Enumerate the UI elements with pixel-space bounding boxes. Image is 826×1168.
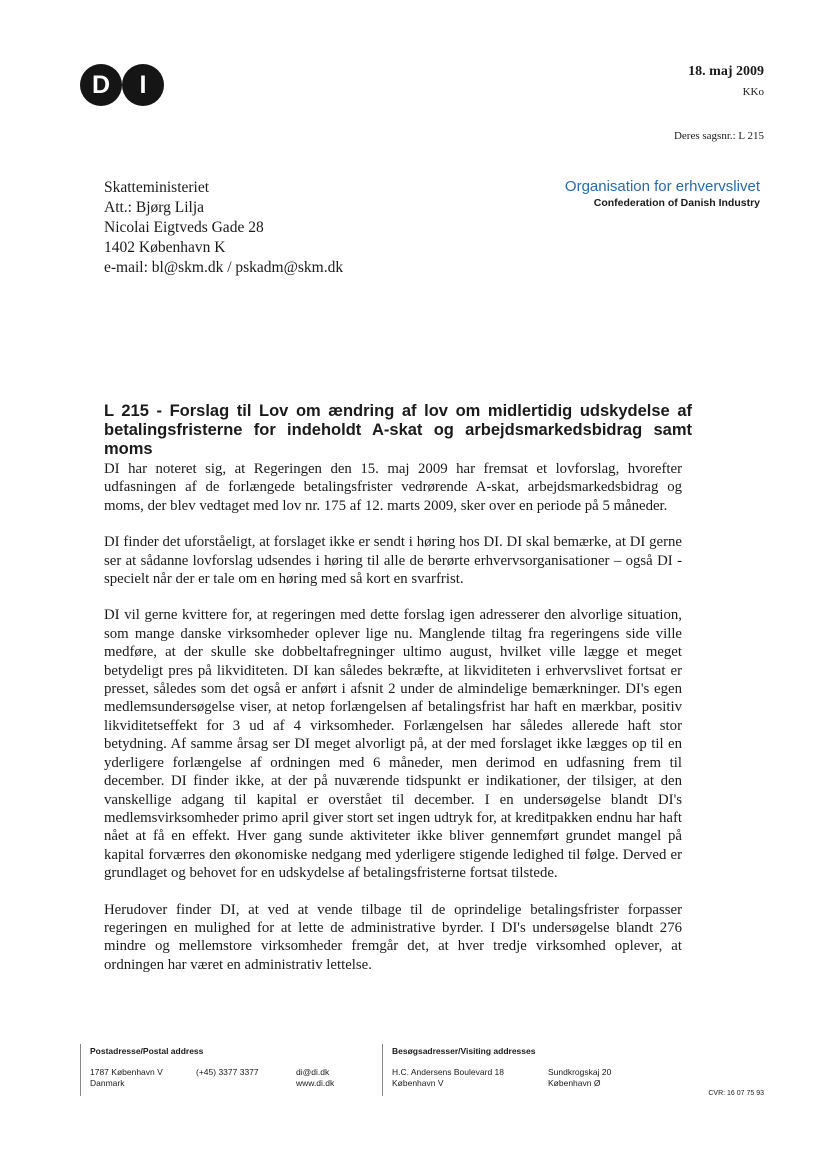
recipient-address xyxy=(104,178,343,278)
footer-divider xyxy=(80,1044,81,1096)
letter-footer xyxy=(0,1040,826,1100)
letter-body xyxy=(104,460,682,992)
recipient-line: e-mail: bl@skm.dk / pskadm@skm.dk xyxy=(104,259,344,276)
cvr-number: CVR: 16 07 75 93 xyxy=(708,1090,764,1097)
visiting-address-2 xyxy=(548,1067,611,1089)
letter-title: L 215 - Forslag til Lov om ændring af lov om midlertidig udskydelse af betalingsfristerne for indeholdt A-skat og arbejdsmarkedsbidrag samt moms xyxy=(104,402,692,458)
visit2-street: Sundkrogskaj 20 xyxy=(548,1067,612,1077)
logo-letter-d: D xyxy=(80,64,122,106)
recipient-line: Nicolai Eigtveds Gade 28 xyxy=(104,219,264,236)
body-paragraph: DI vil gerne kvittere for, at regeringen med dette forslag igen adresserer den alvorlige situation, som mange danske virksomheder oplever lige nu. Manglende tiltag fra regeringens side ville medføre, at der skulle ske dobbeltafregninger ultimo august, hvilket ville lægge et meget betydeligt pres på likviditeten. DI kan således bekræfte, at likviditeten i erhvervslivet fortsat er presset, således som det også er anført i afsnit 2 under de almindelige bemærkninger. DI's egen medlemsundersøgelse viser, at netop forlængelsen af betalingsfrist har haft en mærkbar, positiv likviditetseffekt for 3 ud af 4 virksomheder. Forlængelsen har således allerede haft stor betydning. Af samme årsag ser DI meget alvorligt på, at der med forslaget ikke lægges op til en yderligere forlængelse af ordningen med 6 måneder, men derimod en udfasning frem til december. DI finder ikke, at der på nuværende tidspunkt er indikationer, der tilsiger, at den vanskellige adgang til kapital er overstået til december. I en undersøgelse blandt DI's medlemsvirksomheder primo april giver stort set ingen udtryk for, at kreditpakken endnu har haft nået at få en effekt. Hver gang sunde aktiviteter ikke bliver gennemført grundet mangel på kapital forværres den økonomiske nedgang med yderligere stigende ledighed til følge. Derved er grundlaget og behovet for en udskydelse af betalingsfristerne fortsat tilstede. xyxy=(104,607,682,882)
phone-number: (+45) 3377 3377 xyxy=(196,1067,259,1077)
logo-letter-i: I xyxy=(122,64,164,106)
di-logo xyxy=(80,64,164,106)
visit2-city: København Ø xyxy=(548,1078,601,1088)
email-link[interactable]: di@di.dk xyxy=(296,1067,330,1077)
body-paragraph: DI har noteret sig, at Regeringen den 15. maj 2009 har fremsat et lovforslag, hvorefter udfasningen af de forlængede betalingsfrister vedrørende A-skat, arbejdsmarkedsbidrag og moms, der blev vedtaget med lov nr. 175 af 12. marts 2009, sker over en periode på 5 måneder. xyxy=(104,461,682,514)
visiting-heading: Besøgsadresser/Visiting addresses xyxy=(392,1046,536,1056)
postal-country: Danmark xyxy=(90,1078,125,1088)
organisation-block xyxy=(565,178,760,209)
recipient-line: 1402 København K xyxy=(104,239,226,256)
postal-heading: Postadresse/Postal address xyxy=(90,1046,204,1056)
visiting-address-1 xyxy=(392,1067,504,1089)
contact-block xyxy=(296,1067,334,1089)
postal-city: 1787 København V xyxy=(90,1067,163,1077)
recipient-line: Skatteministeriet xyxy=(104,179,210,196)
visit1-city: København V xyxy=(392,1078,444,1088)
postal-address xyxy=(90,1067,163,1089)
body-paragraph: Herudover finder DI, at ved at vende tilbage til de oprindelige betalingsfrister forpasser regeringen en mulighed for at lette de administrative byrder. I DI's undersøgelse blandt 276 mindre og mellemstore virksomheder fremgår det, at hver tredje virksomhed oplever, at ordningen har været en administrativ lettelse. xyxy=(104,901,682,973)
recipient-line: Att.: Bjørg Lilja xyxy=(104,199,205,216)
website-link[interactable]: www.di.dk xyxy=(296,1078,335,1088)
case-reference: Deres sagsnr.: L 215 xyxy=(673,130,764,142)
footer-divider xyxy=(382,1044,383,1096)
author-initials: KKo xyxy=(742,86,764,98)
organisation-subtitle: Confederation of Danish Industry xyxy=(593,197,760,209)
letter-date: 18. maj 2009 xyxy=(688,64,764,79)
visit1-street: H.C. Andersens Boulevard 18 xyxy=(392,1067,504,1077)
body-paragraph: DI finder det uforståeligt, at forslaget ikke er sendt i høring hos DI. DI skal bemærke, at DI gerne ser at sådanne lovforslag udsendes i høring til alle de berørte erhvervsorganisationer – også DI - specielt når der er tale om en høring med så kort en svarfrist. xyxy=(104,534,682,588)
organisation-name: Organisation for erhvervslivet xyxy=(564,178,760,195)
